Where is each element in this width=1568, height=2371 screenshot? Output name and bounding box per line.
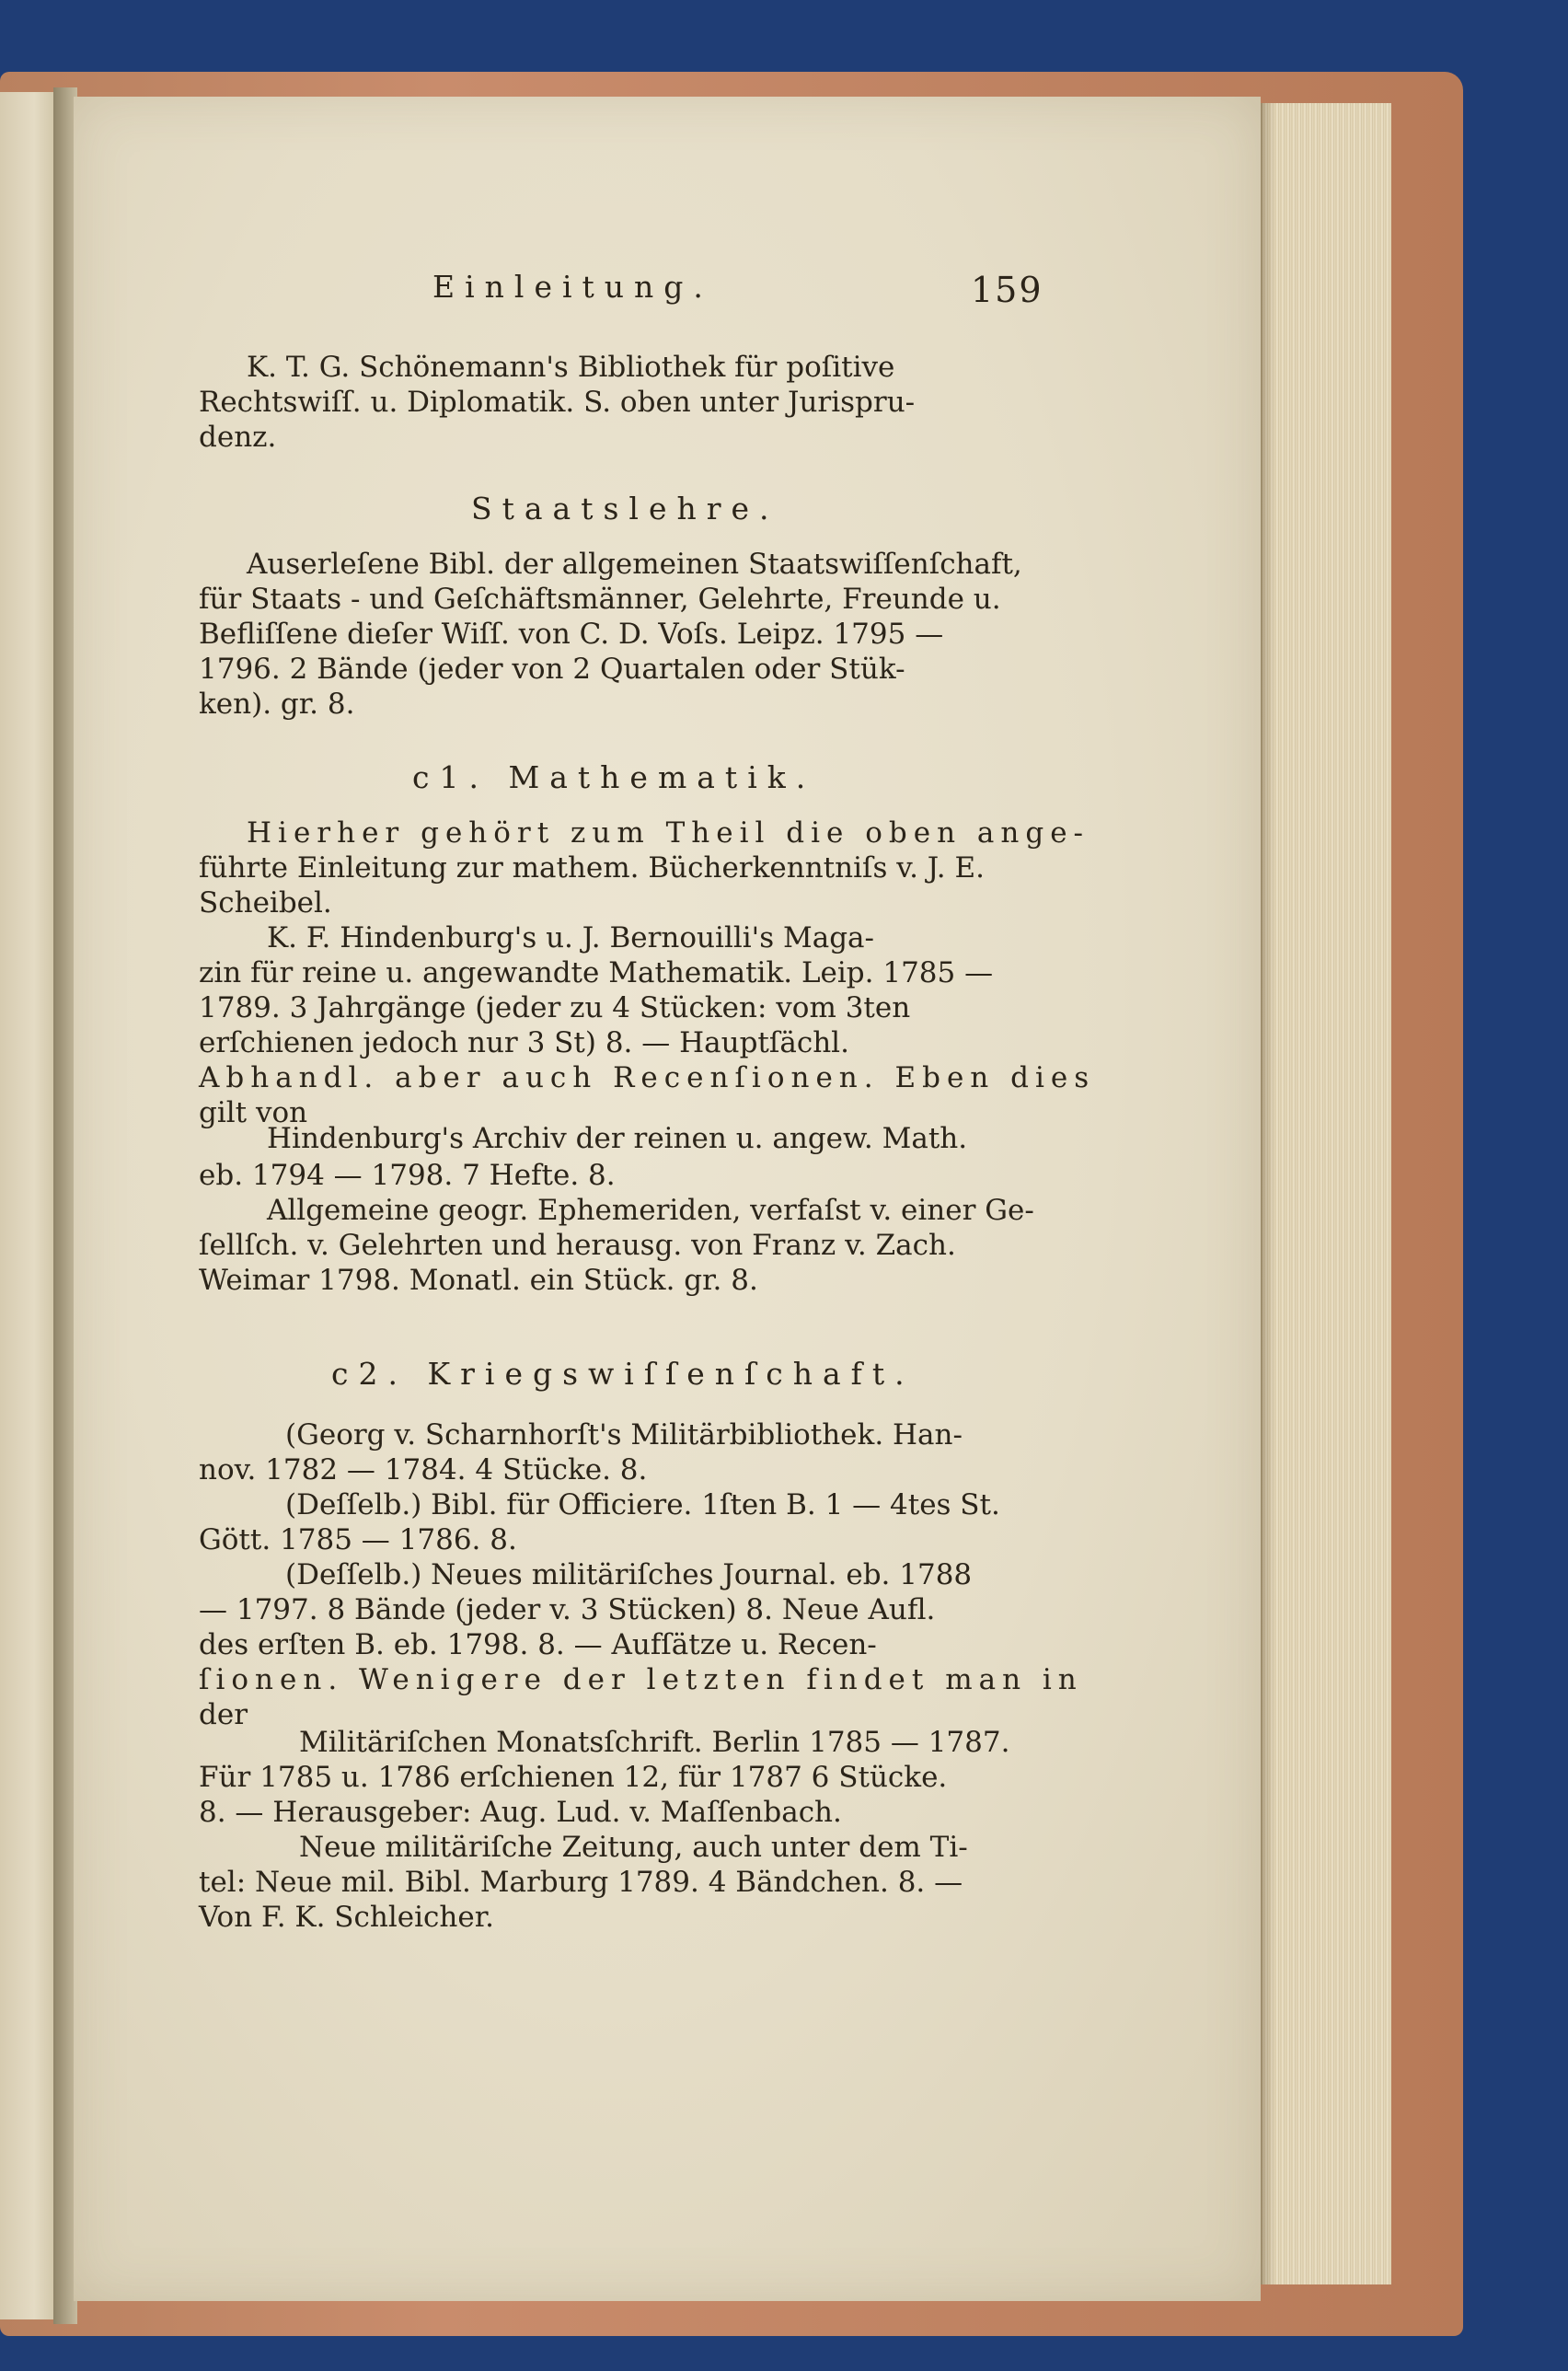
text-line: (Deſſelb.) Neues militäriſches Journal. eb. 1788 [285,1558,973,1591]
text-line: Gött. 1785 — 1786. 8. [199,1523,517,1556]
text-line: ſionen. Wenigere der letzten findet man in [199,1663,1083,1696]
text-line: Allgemeine geogr. Ephemeriden, verfaſst v. einer Ge- [267,1194,1034,1227]
section-heading: c2. Kriegswiſſenſchaft. [331,1356,915,1392]
page-number: 159 [971,270,1043,310]
text-line: Auserleſene Bibl. der allgemeinen Staatswiſſenſchaft, [247,548,1022,581]
text-line: K. F. Hindenburg's u. J. Bernouilli's Maga- [267,921,874,954]
section-heading: Staatslehre. [471,491,779,526]
text-line: zin für reine u. angewandte Mathematik. Leip. 1785 — [199,956,994,989]
text-line: K. T. G. Schönemann's Bibliothek für poſitive [247,351,895,384]
text-line: der [199,1698,248,1731]
text-line: Befliſſene dieſer Wiſſ. von C. D. Voſs. Leipz. 1795 — [199,618,944,651]
text-line: des erſten B. eb. 1798. 8. — Aufſätze u. Recen- [199,1628,877,1661]
text-line: nov. 1782 — 1784. 4 Stücke. 8. [199,1453,648,1486]
text-line: 1796. 2 Bände (jeder von 2 Quartalen oder Stük- [199,653,905,686]
text-line: Scheibel. [199,886,332,919]
text-line: Hindenburg's Archiv der reinen u. angew. Math. [267,1122,968,1155]
text-line: (Georg v. Scharnhorſt's Militärbibliothek. Han- [285,1418,963,1452]
text-line: ken). gr. 8. [199,688,355,721]
text-line: führte Einleitung zur mathem. Bücherkenntniſs v. J. E. [199,851,985,885]
text-line: für Staats - und Geſchäftsmänner, Gelehrte, Freunde u. [199,583,1001,616]
text-line: 8. — Herausgeber: Aug. Lud. v. Maſſenbach. [199,1796,842,1829]
text-line: tel: Neue mil. Bibl. Marburg 1789. 4 Bändchen. 8. — [199,1866,963,1899]
text-line: Von F. K. Schleicher. [199,1901,494,1934]
text-line: Hierher gehört zum Theil die oben ange- [247,816,1090,850]
text-line: Neue militäriſche Zeitung, auch unter dem Ti- [299,1831,968,1864]
text-line: eb. 1794 — 1798. 7 Hefte. 8. [199,1159,616,1192]
section-heading: c1. Mathematik. [412,759,816,795]
text-line: 1789. 3 Jahrgänge (jeder zu 4 Stücken: vom 3ten [199,991,911,1024]
text-line: erſchienen jedoch nur 3 St) 8. — Hauptſächl. [199,1026,849,1059]
text-line: — 1797. 8 Bände (jeder v. 3 Stücken) 8. Neue Aufl. [199,1593,936,1626]
text-line: Rechtswiſſ. u. Diplomatik. S. oben unter Jurispru- [199,386,916,419]
text-line: Für 1785 u. 1786 erſchienen 12, für 1787 6 Stücke. [199,1761,948,1794]
text-line: Weimar 1798. Monatl. ein Stück. gr. 8. [199,1264,758,1297]
text-line: Militäriſchen Monatsſchrift. Berlin 1785 — 1787. [299,1726,1010,1759]
text-line: ſellſch. v. Gelehrten und herausg. von Franz v. Zach. [199,1229,956,1262]
text-line: denz. [199,421,277,454]
text-line: Abhandl. aber auch Recenſionen. Eben dies [199,1061,1096,1094]
text-line: gilt von [199,1096,308,1129]
running-title: Einleitung. [432,269,713,305]
text-line: (Deſſelb.) Bibl. für Officiere. 1ſten B. 1 — 4tes St. [285,1488,1000,1521]
